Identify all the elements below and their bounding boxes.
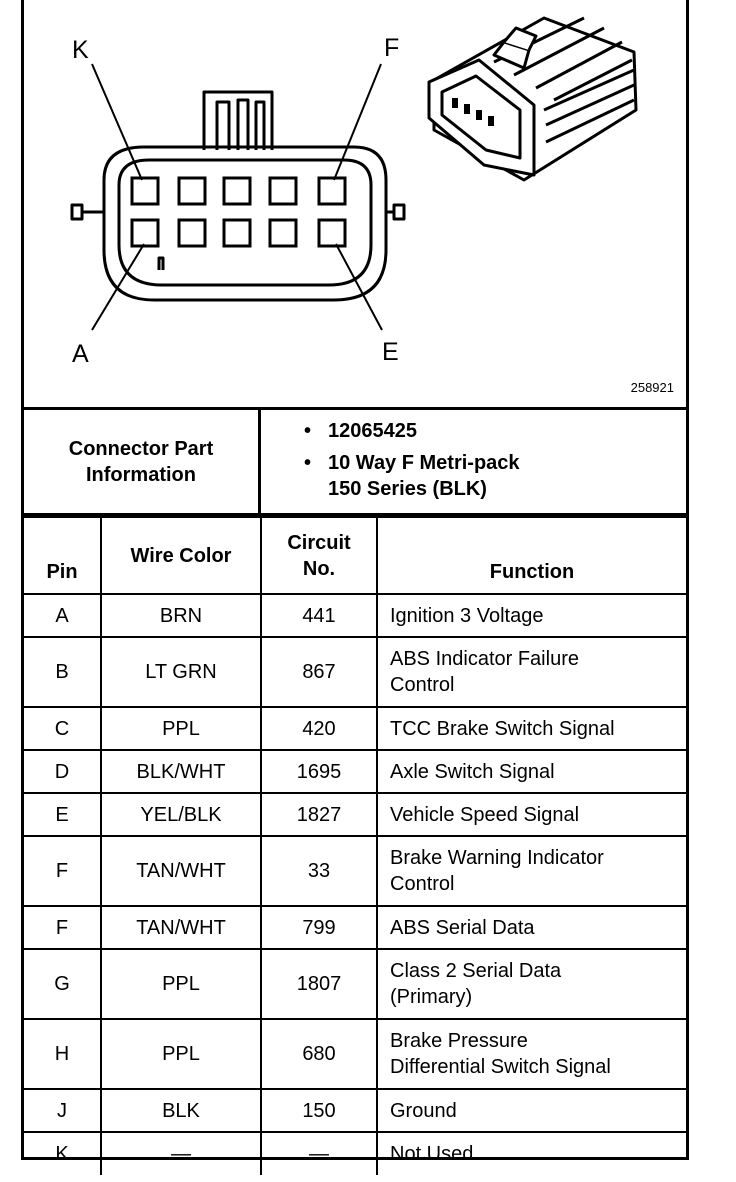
leader-line-a [92,244,144,330]
circuit-cell: 867 [261,637,377,707]
pin-cavity [179,220,205,246]
pin-cavities [132,178,345,246]
function-cell: Axle Switch Signal [377,750,686,793]
pin-label-e: E [382,338,399,366]
pin-cavity [270,178,296,204]
pin-cell: F [24,906,101,949]
function-cell: ABS Serial Data [377,906,686,949]
table-row [24,1132,686,1175]
connector-isometric-view [429,18,636,180]
table-row [24,594,686,637]
connector-type: 10 Way F Metri-pack 150 Series (BLK) [328,452,520,500]
header-function: Function [377,517,686,594]
figure-id: 258921 [630,380,674,395]
pin-cell: C [24,707,101,750]
pinout-table [24,516,686,1175]
wire-color-cell: BRN [101,594,261,637]
table-row [24,836,686,906]
table-row [24,1019,686,1089]
function-cell: Class 2 Serial Data (Primary) [377,949,686,1019]
function-cell: Vehicle Speed Signal [377,793,686,836]
pin-cell: D [24,750,101,793]
part-info-list [264,418,684,508]
wire-color-cell: TAN/WHT [101,906,261,949]
wire-color-cell: TAN/WHT [101,836,261,906]
wire-color-cell: BLK [101,1089,261,1132]
connector-part-information [24,410,686,516]
right-tab [394,205,404,219]
table-row [24,793,686,836]
circuit-cell: 799 [261,906,377,949]
left-tab [72,205,82,219]
pin-cavity [132,178,158,204]
circuit-cell: 1807 [261,949,377,1019]
pin-cell: E [24,793,101,836]
pin-cavity [319,220,345,246]
pin-cavity [179,178,205,204]
circuit-cell: 1827 [261,793,377,836]
circuit-cell: 33 [261,836,377,906]
wire-color-cell: YEL/BLK [101,793,261,836]
table-row [24,906,686,949]
circuit-cell: 420 [261,707,377,750]
function-cell: Brake Warning Indicator Control [377,836,686,906]
pin-cell: H [24,1019,101,1089]
pin-cell: B [24,637,101,707]
circuit-cell: 1695 [261,750,377,793]
pin-cell: A [24,594,101,637]
pin-cavity [319,178,345,204]
table-row [24,750,686,793]
wire-color-cell: PPL [101,949,261,1019]
leader-line-k [92,64,142,180]
wire-color-cell: PPL [101,707,261,750]
circuit-cell: 441 [261,594,377,637]
function-cell: Ignition 3 Voltage [377,594,686,637]
function-cell: TCC Brake Switch Signal [377,707,686,750]
connector-sheet [21,0,689,1165]
header-circuit-no: Circuit No. [261,517,377,594]
table-row [24,949,686,1019]
pin-cell: K [24,1132,101,1175]
table-row [24,707,686,750]
wire-color-cell: BLK/WHT [101,750,261,793]
connector-drawing [24,0,686,407]
pin-cell: J [24,1089,101,1132]
pin-label-a: A [72,340,89,368]
part-number: 12065425 [328,420,417,442]
circuit-cell: — [261,1132,377,1175]
wire-color-cell: — [101,1132,261,1175]
function-cell: ABS Indicator Failure Control [377,637,686,707]
header-wire-color: Wire Color [101,517,261,594]
pin-cavity [132,220,158,246]
pin-label-k: K [72,36,89,64]
part-info-label: Connector Part Information [24,410,261,513]
header-pin: Pin [24,517,101,594]
pin-cavity [270,220,296,246]
table-header-row [24,517,686,594]
part-info-item: • 10 Way F Metri-pack 150 Series (BLK) [304,452,520,500]
pin-cavity [224,220,250,246]
wire-color-cell: LT GRN [101,637,261,707]
part-info-item: • 12065425 [304,420,417,442]
pin-label-f: F [384,34,400,62]
pin-cavity [224,178,250,204]
function-cell: Not Used [377,1132,686,1175]
circuit-cell: 150 [261,1089,377,1132]
circuit-cell: 680 [261,1019,377,1089]
pin-cell: F [24,836,101,906]
connector-figure [24,0,686,410]
function-cell: Brake Pressure Differential Switch Signal [377,1019,686,1089]
wire-color-cell: PPL [101,1019,261,1089]
pin-cell: G [24,949,101,1019]
table-row [24,637,686,707]
table-row [24,1089,686,1132]
function-cell: Ground [377,1089,686,1132]
